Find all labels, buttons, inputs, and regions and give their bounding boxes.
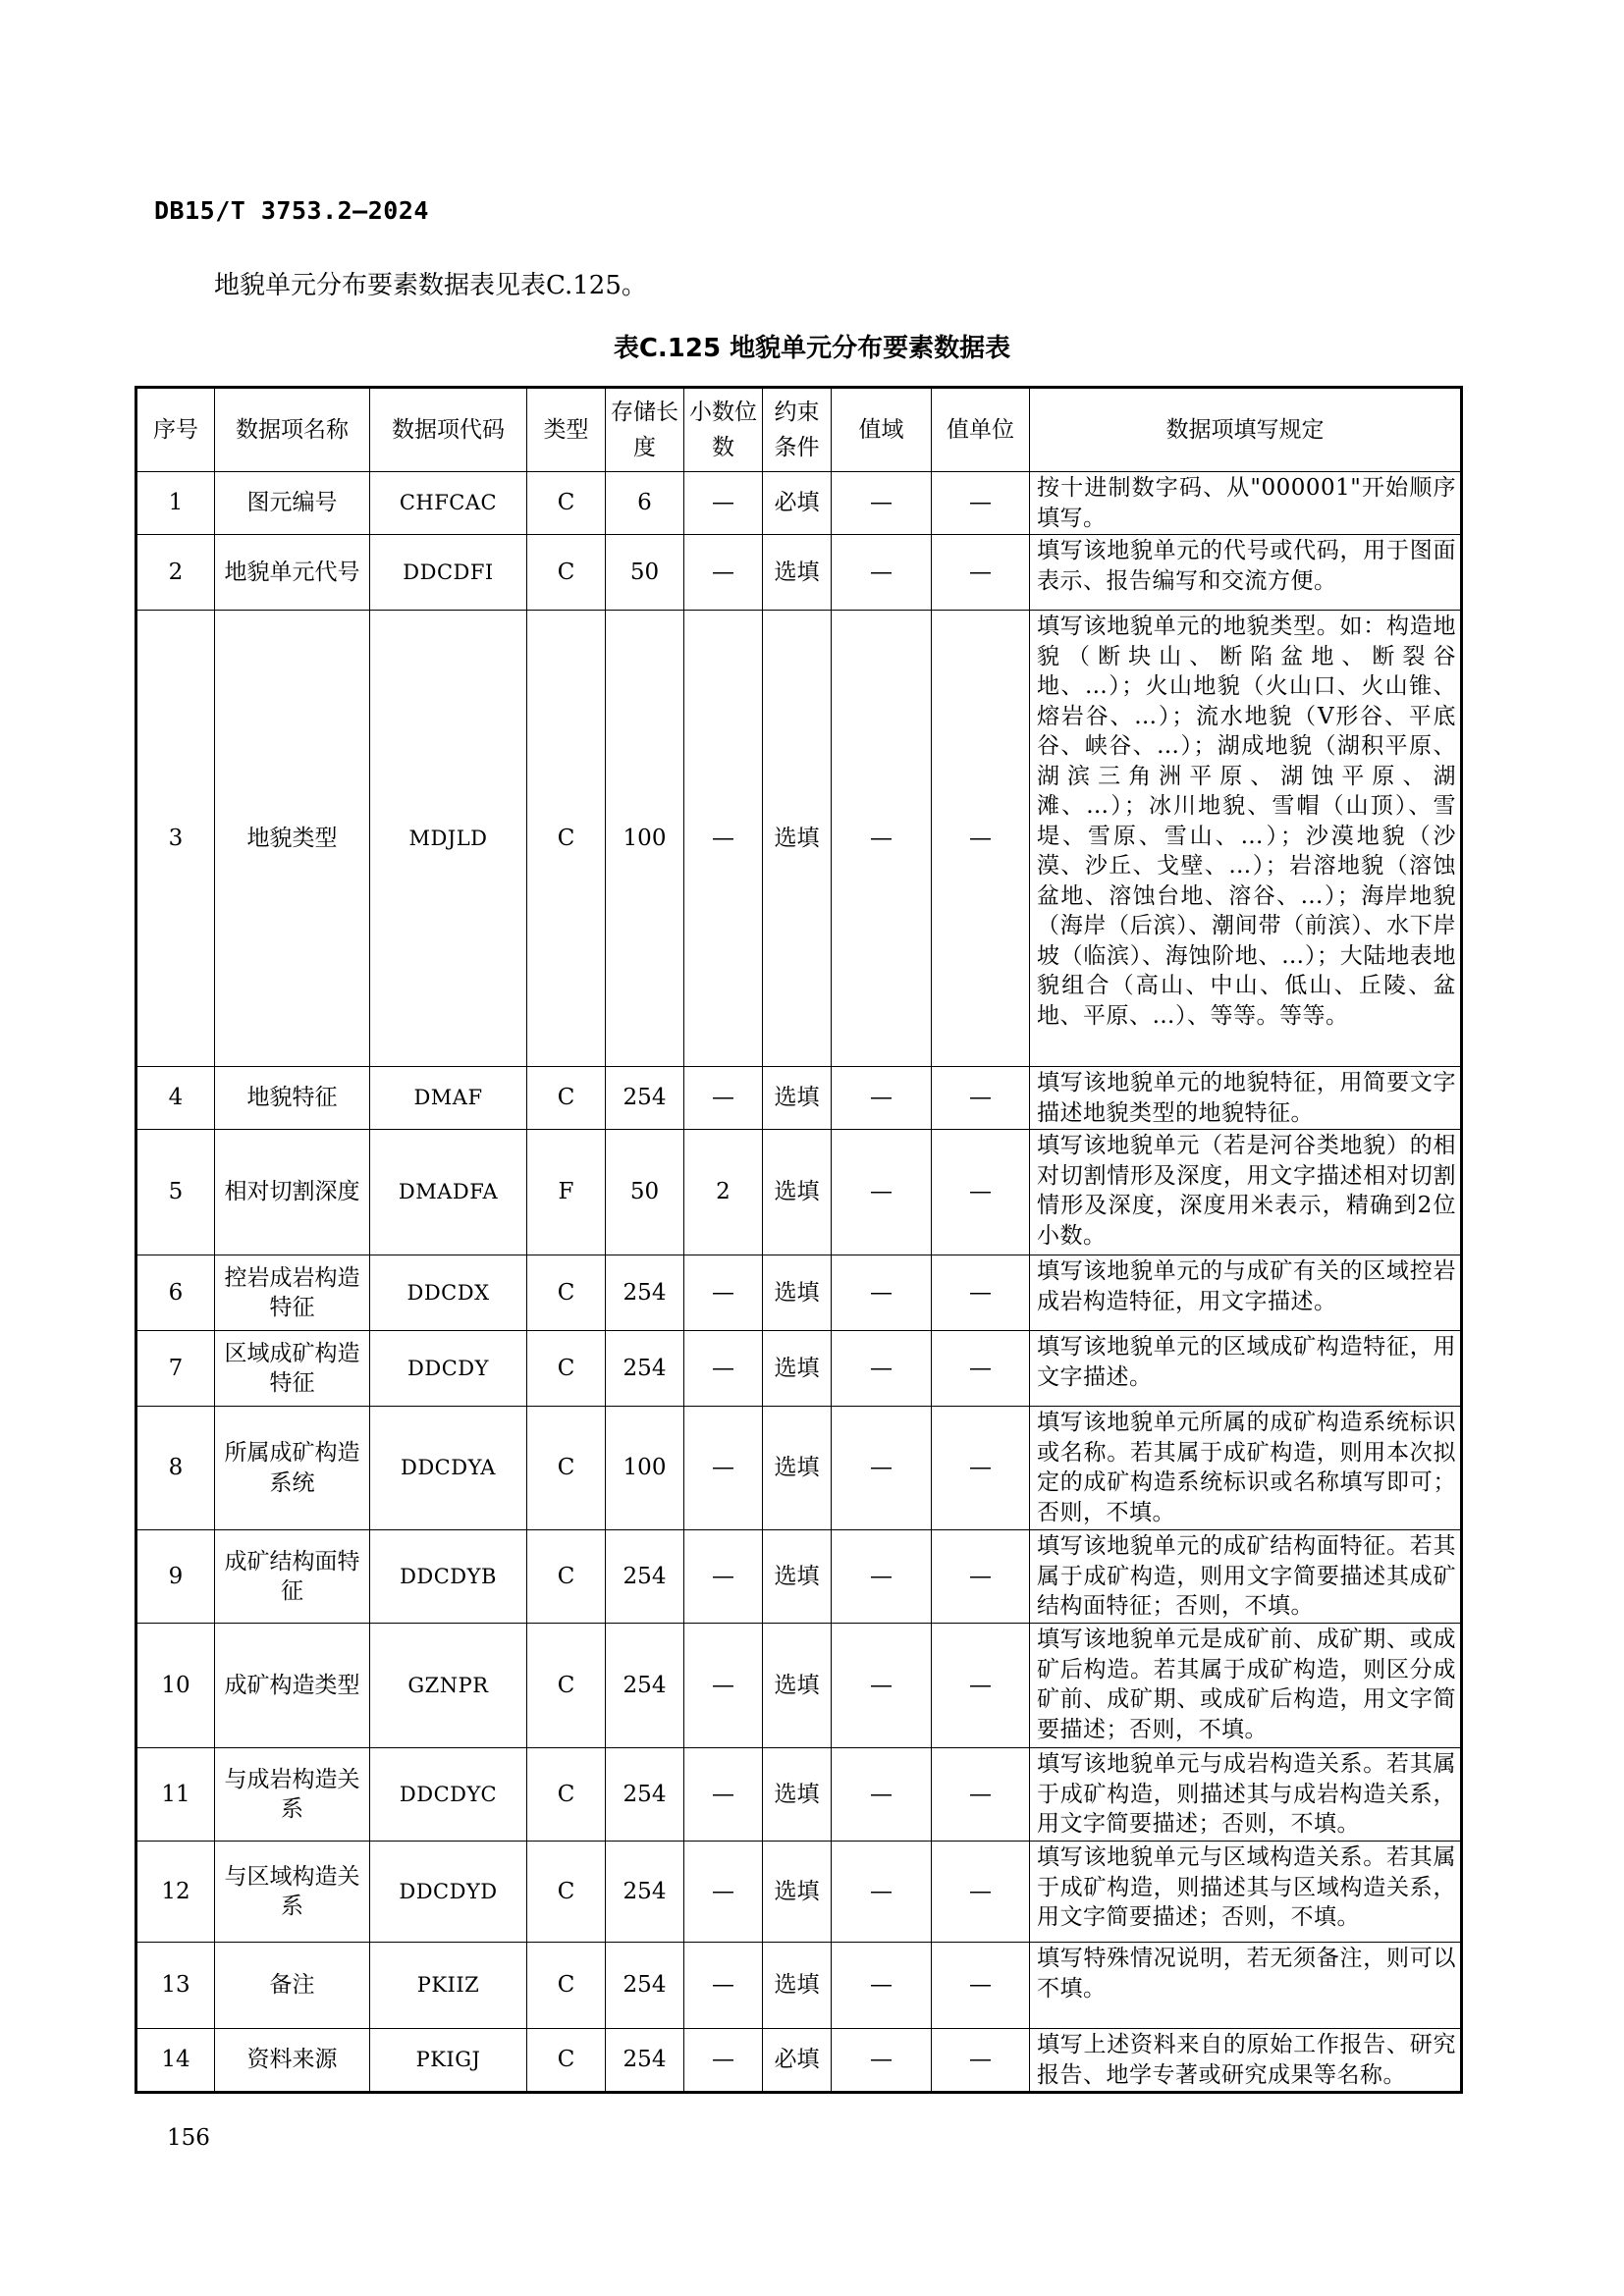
cell-decimals: — — [684, 1255, 763, 1331]
cell-unit: — — [932, 1407, 1030, 1530]
cell-code: DDCDY — [370, 1331, 527, 1407]
cell-length: 254 — [606, 1748, 684, 1842]
cell-type: C — [527, 1407, 606, 1530]
header-code: 数据项代码 — [370, 388, 527, 472]
cell-rule: 填写该地貌单元的与成矿有关的区域控岩成岩构造特征，用文字描述。 — [1030, 1255, 1462, 1331]
cell-unit: — — [932, 1748, 1030, 1842]
cell-type: C — [527, 1748, 606, 1842]
cell-type: C — [527, 2029, 606, 2093]
cell-constraint: 选填 — [763, 1943, 832, 2029]
cell-code: CHFCAC — [370, 472, 527, 535]
cell-domain: — — [832, 2029, 932, 2093]
cell-rule: 填写该地貌单元的地貌特征，用简要文字描述地貌类型的地貌特征。 — [1030, 1067, 1462, 1130]
cell-name: 与区域构造关系 — [215, 1842, 370, 1943]
cell-domain: — — [832, 1624, 932, 1748]
cell-domain: — — [832, 1067, 932, 1130]
cell-type: C — [527, 1331, 606, 1407]
cell-type: C — [527, 472, 606, 535]
table-row — [136, 535, 1462, 611]
cell-rule: 填写该地貌单元的代号或代码，用于图面表示、报告编写和交流方便。 — [1030, 535, 1462, 611]
cell-rule: 填写该地貌单元的区域成矿构造特征，用文字描述。 — [1030, 1331, 1462, 1407]
cell-domain: — — [832, 1130, 932, 1255]
cell-no: 10 — [136, 1624, 215, 1748]
cell-decimals: — — [684, 1530, 763, 1624]
cell-decimals: — — [684, 611, 763, 1067]
cell-unit: — — [932, 535, 1030, 611]
header-type: 类型 — [527, 388, 606, 472]
cell-no: 13 — [136, 1943, 215, 2029]
cell-constraint: 选填 — [763, 1255, 832, 1331]
cell-code: DDCDYA — [370, 1407, 527, 1530]
data-table — [135, 386, 1463, 2094]
cell-domain: — — [832, 1331, 932, 1407]
table-row — [136, 1130, 1462, 1255]
cell-name: 地貌类型 — [215, 611, 370, 1067]
cell-code: GZNPR — [370, 1624, 527, 1748]
cell-constraint: 选填 — [763, 611, 832, 1067]
cell-length: 50 — [606, 1130, 684, 1255]
table-row — [136, 1255, 1462, 1331]
table-row — [136, 472, 1462, 535]
cell-length: 254 — [606, 1067, 684, 1130]
cell-constraint: 选填 — [763, 1067, 832, 1130]
cell-domain: — — [832, 1530, 932, 1624]
cell-no: 9 — [136, 1530, 215, 1624]
page-number: 156 — [167, 2125, 210, 2151]
cell-type: C — [527, 1943, 606, 2029]
cell-code: MDJLD — [370, 611, 527, 1067]
cell-name: 图元编号 — [215, 472, 370, 535]
table-header-row — [136, 388, 1462, 472]
header-constraint: 约束条件 — [763, 388, 832, 472]
cell-unit: — — [932, 611, 1030, 1067]
cell-domain: — — [832, 1407, 932, 1530]
cell-unit: — — [932, 2029, 1030, 2093]
cell-name: 地貌单元代号 — [215, 535, 370, 611]
cell-no: 7 — [136, 1331, 215, 1407]
cell-type: C — [527, 1255, 606, 1331]
cell-no: 11 — [136, 1748, 215, 1842]
cell-domain: — — [832, 1255, 932, 1331]
cell-domain: — — [832, 611, 932, 1067]
table-row — [136, 1331, 1462, 1407]
cell-rule: 填写该地貌单元所属的成矿构造系统标识或名称。若其属于成矿构造，则用本次拟定的成矿构造系统标识或名称填写即可；否则，不填。 — [1030, 1407, 1462, 1530]
cell-decimals: 2 — [684, 1130, 763, 1255]
cell-type: C — [527, 535, 606, 611]
cell-rule: 按十进制数字码、从"000001"开始顺序填写。 — [1030, 472, 1462, 535]
header-no: 序号 — [136, 388, 215, 472]
cell-code: DMADFA — [370, 1130, 527, 1255]
table-title: 表C.125 地貌单元分布要素数据表 — [613, 334, 1011, 363]
cell-no: 3 — [136, 611, 215, 1067]
cell-type: C — [527, 1842, 606, 1943]
cell-code: PKIGJ — [370, 2029, 527, 2093]
cell-unit: — — [932, 1530, 1030, 1624]
cell-rule: 填写该地貌单元是成矿前、成矿期、或成矿后构造。若其属于成矿构造，则区分成矿前、成矿期、或成矿后构造，用文字简要描述；否则，不填。 — [1030, 1624, 1462, 1748]
header-domain: 值域 — [832, 388, 932, 472]
cell-type: C — [527, 1530, 606, 1624]
cell-rule: 填写该地貌单元的成矿结构面特征。若其属于成矿构造，则用文字简要描述其成矿结构面特征；否则，不填。 — [1030, 1530, 1462, 1624]
cell-type: C — [527, 1624, 606, 1748]
cell-unit: — — [932, 1624, 1030, 1748]
table-row — [136, 611, 1462, 1067]
cell-constraint: 必填 — [763, 472, 832, 535]
cell-type: C — [527, 1067, 606, 1130]
cell-decimals: — — [684, 535, 763, 611]
cell-constraint: 选填 — [763, 535, 832, 611]
header-decimals: 小数位数 — [684, 388, 763, 472]
cell-decimals: — — [684, 1624, 763, 1748]
cell-unit: — — [932, 1067, 1030, 1130]
cell-rule: 填写该地貌单元（若是河谷类地貌）的相对切割情形及深度，用文字描述相对切割情形及深度，深度用米表示，精确到2位小数。 — [1030, 1130, 1462, 1255]
cell-constraint: 选填 — [763, 1842, 832, 1943]
cell-unit: — — [932, 1842, 1030, 1943]
cell-unit: — — [932, 472, 1030, 535]
cell-decimals: — — [684, 1407, 763, 1530]
cell-constraint: 选填 — [763, 1130, 832, 1255]
table-row — [136, 1530, 1462, 1624]
cell-unit: — — [932, 1255, 1030, 1331]
cell-code: DDCDYC — [370, 1748, 527, 1842]
cell-length: 254 — [606, 1255, 684, 1331]
header-unit: 值单位 — [932, 388, 1030, 472]
table-row — [136, 1624, 1462, 1748]
cell-rule: 填写上述资料来自的原始工作报告、研究报告、地学专著或研究成果等名称。 — [1030, 2029, 1462, 2093]
cell-length: 100 — [606, 1407, 684, 1530]
cell-no: 2 — [136, 535, 215, 611]
cell-decimals: — — [684, 1748, 763, 1842]
cell-length: 254 — [606, 1530, 684, 1624]
cell-name: 所属成矿构造系统 — [215, 1407, 370, 1530]
cell-unit: — — [932, 1943, 1030, 2029]
table-row — [136, 1943, 1462, 2029]
cell-no: 12 — [136, 1842, 215, 1943]
cell-length: 254 — [606, 1943, 684, 2029]
cell-code: DDCDYB — [370, 1530, 527, 1624]
cell-decimals: — — [684, 1067, 763, 1130]
cell-length: 100 — [606, 611, 684, 1067]
cell-unit: — — [932, 1331, 1030, 1407]
cell-rule: 填写该地貌单元的地貌类型。如：构造地貌（断块山、断陷盆地、断裂谷地、…）；火山地貌（火山口、火山锥、熔岩谷、…）；流水地貌（V形谷、平底谷、峡谷、…）；湖成地貌（湖积平原、湖滨三角洲平原、湖蚀平原、湖滩、…）；冰川地貌、雪帽（山顶）、雪堤、雪原、雪山、…）；沙漠地貌（沙漠、沙丘、戈壁、…）；岩溶地貌（溶蚀盆地、溶蚀台地、溶谷、…）；海岸地貌（海岸（后滨）、潮间带（前滨）、水下岸坡（临滨）、海蚀阶地、…）；大陆地表地貌组合（高山、中山、低山、丘陵、盆地、平原、…）、等等。等等。 — [1030, 611, 1462, 1067]
cell-constraint: 选填 — [763, 1624, 832, 1748]
header-name: 数据项名称 — [215, 388, 370, 472]
cell-decimals: — — [684, 1943, 763, 2029]
cell-unit: — — [932, 1130, 1030, 1255]
cell-length: 6 — [606, 472, 684, 535]
cell-type: C — [527, 611, 606, 1067]
cell-code: DDCDFI — [370, 535, 527, 611]
header-rule: 数据项填写规定 — [1030, 388, 1462, 472]
cell-length: 254 — [606, 2029, 684, 2093]
cell-length: 50 — [606, 535, 684, 611]
cell-code: DDCDYD — [370, 1842, 527, 1943]
cell-name: 区域成矿构造特征 — [215, 1331, 370, 1407]
cell-domain: — — [832, 1842, 932, 1943]
cell-constraint: 选填 — [763, 1748, 832, 1842]
cell-type: F — [527, 1130, 606, 1255]
cell-decimals: — — [684, 2029, 763, 2093]
cell-name: 成矿构造类型 — [215, 1624, 370, 1748]
cell-name: 相对切割深度 — [215, 1130, 370, 1255]
cell-rule: 填写特殊情况说明，若无须备注，则可以不填。 — [1030, 1943, 1462, 2029]
cell-constraint: 选填 — [763, 1530, 832, 1624]
intro-paragraph: 地貌单元分布要素数据表见表C.125。 — [214, 271, 647, 300]
cell-name: 控岩成岩构造特征 — [215, 1255, 370, 1331]
table-row — [136, 1748, 1462, 1842]
cell-name: 地貌特征 — [215, 1067, 370, 1130]
cell-length: 254 — [606, 1331, 684, 1407]
cell-name: 备注 — [215, 1943, 370, 2029]
cell-decimals: — — [684, 1842, 763, 1943]
cell-code: DDCDX — [370, 1255, 527, 1331]
cell-constraint: 选填 — [763, 1331, 832, 1407]
cell-no: 1 — [136, 472, 215, 535]
cell-code: PKIIZ — [370, 1943, 527, 2029]
cell-name: 与成岩构造关系 — [215, 1748, 370, 1842]
table-row — [136, 1407, 1462, 1530]
cell-no: 4 — [136, 1067, 215, 1130]
cell-no: 14 — [136, 2029, 215, 2093]
cell-no: 5 — [136, 1130, 215, 1255]
table-row — [136, 1842, 1462, 1943]
cell-no: 8 — [136, 1407, 215, 1530]
cell-constraint: 必填 — [763, 2029, 832, 2093]
cell-domain: — — [832, 1748, 932, 1842]
document-code: DB15/T 3753.2—2024 — [154, 196, 429, 225]
header-length: 存储长度 — [606, 388, 684, 472]
cell-no: 6 — [136, 1255, 215, 1331]
cell-decimals: — — [684, 472, 763, 535]
cell-domain: — — [832, 1943, 932, 2029]
cell-length: 254 — [606, 1842, 684, 1943]
cell-constraint: 选填 — [763, 1407, 832, 1530]
cell-code: DMAF — [370, 1067, 527, 1130]
cell-rule: 填写该地貌单元与成岩构造关系。若其属于成矿构造，则描述其与成岩构造关系，用文字简要描述；否则，不填。 — [1030, 1748, 1462, 1842]
cell-domain: — — [832, 472, 932, 535]
cell-decimals: — — [684, 1331, 763, 1407]
table-row — [136, 2029, 1462, 2093]
cell-domain: — — [832, 535, 932, 611]
cell-rule: 填写该地貌单元与区域构造关系。若其属于成矿构造，则描述其与区域构造关系，用文字简要描述；否则，不填。 — [1030, 1842, 1462, 1943]
cell-length: 254 — [606, 1624, 684, 1748]
table-row — [136, 1067, 1462, 1130]
cell-name: 成矿结构面特征 — [215, 1530, 370, 1624]
cell-name: 资料来源 — [215, 2029, 370, 2093]
